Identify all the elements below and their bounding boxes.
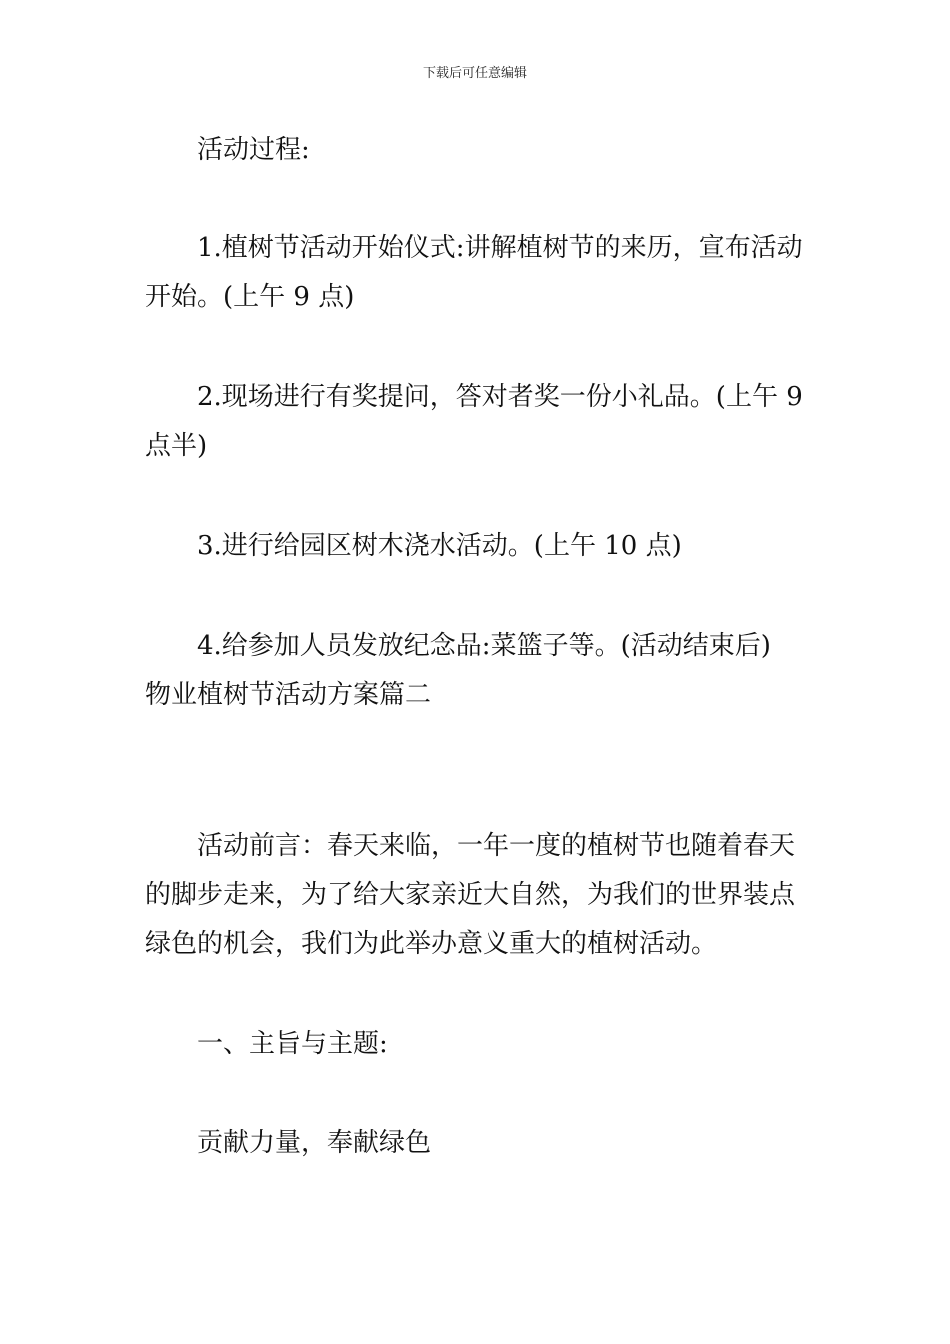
- step-2-paragraph: [145, 373, 810, 471]
- step-1-line-1: 1.植树节活动开始仪式:讲解植树节的来历，宣布活动: [197, 233, 803, 263]
- theme-line: 贡献力量，奉献绿色: [197, 1128, 432, 1158]
- preface-line-1: 活动前言：春天来临，一年一度的植树节也随着春天: [197, 831, 796, 861]
- step-1-paragraph: [145, 224, 810, 322]
- step-1-line-2: 开始。(上午 9 点): [145, 282, 355, 312]
- page-header-note: 下载后可任意编辑: [422, 66, 527, 81]
- step-2-line-2: 点半): [145, 431, 208, 461]
- preface-line-3: 绿色的机会，我们为此举办意义重大的植树活动。: [145, 929, 718, 959]
- preface-line-2: 的脚步走来，为了给大家亲近大自然，为我们的世界装点: [145, 880, 796, 910]
- preface-paragraph: [145, 822, 810, 969]
- step-4-paragraph: 4.给参加人员发放纪念品:菜篮子等。(活动结束后): [197, 631, 771, 661]
- process-heading: 活动过程:: [197, 135, 310, 165]
- step-2-line-1: 2.现场进行有奖提问，答对者奖一份小礼品。(上午 9: [197, 382, 803, 412]
- heading-one: 一、主旨与主题:: [197, 1029, 388, 1059]
- section-title: 物业植树节活动方案篇二: [145, 680, 432, 710]
- step-3-paragraph: 3.进行给园区树木浇水活动。(上午 10 点): [197, 531, 682, 561]
